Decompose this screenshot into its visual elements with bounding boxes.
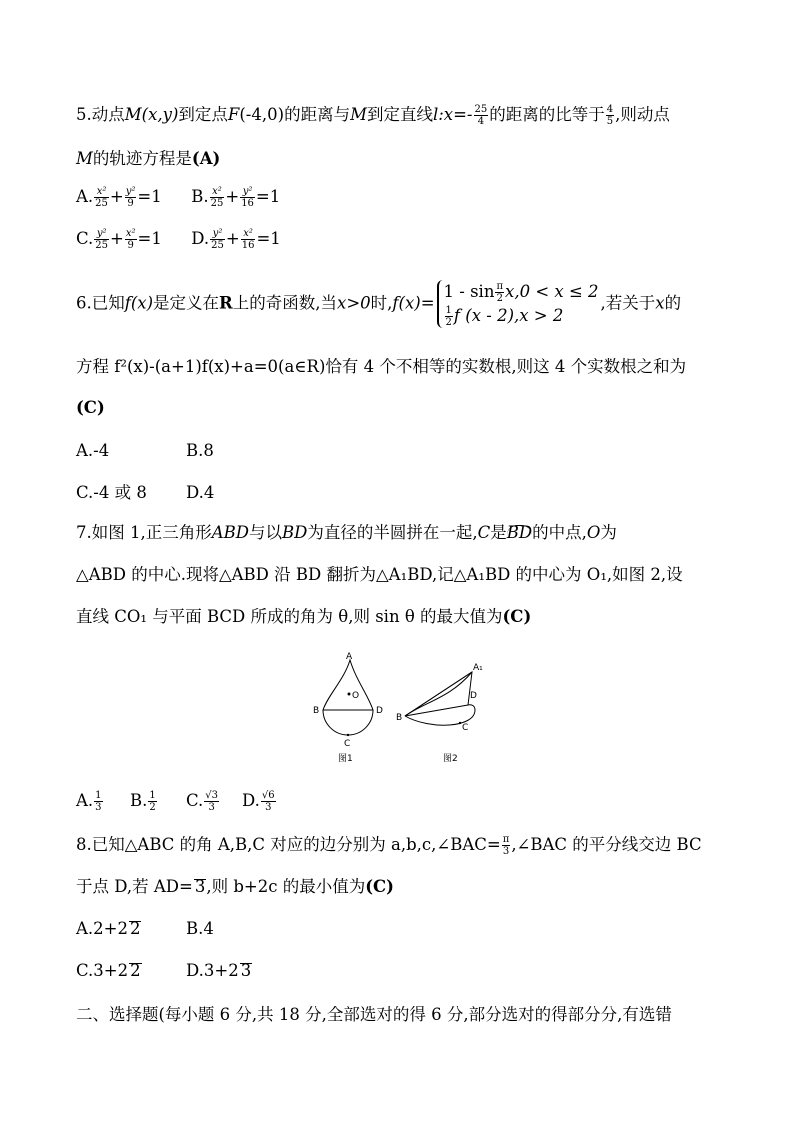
q8-line2: 于点 D,若 AD= 3,则 b+2c 的最小值为(C) bbox=[76, 877, 394, 896]
q8-options-row1 bbox=[76, 918, 214, 940]
q7-option-b: B. $\frac{1}{2}$ bbox=[130, 790, 156, 813]
q5-option-b: B. $\frac{\text{x²}}{25}$ + $\frac{\text{y²}}{16}$ =1 bbox=[191, 186, 281, 209]
q7-option-d: D. $\frac{√6}{3}$ bbox=[242, 790, 275, 813]
q5-line1: 5.动点M(x,y)到定点F(-4,0)的距离与M到定直线l:x=- $\frac{25}{4}$ 的距离的比等于 $\frac{4}{5}$ ,则动点 bbox=[76, 104, 670, 127]
q7-options bbox=[76, 790, 277, 813]
figure2-caption: 图2 bbox=[443, 754, 458, 764]
section-2-heading: 二、选择题(每小题 6 分,共 18 分,全部选对的得 6 分,部分选对的得部分分,有选错 bbox=[76, 1005, 672, 1024]
q5-options-row2 bbox=[76, 228, 281, 251]
q5-option-c: C. $\frac{\text{y²}}{25}$ + $\frac{\text{x²}}{9}$ =1 bbox=[76, 228, 162, 251]
q5-line2: M的轨迹方程是(A) bbox=[76, 149, 221, 168]
svg-text:O: O bbox=[352, 691, 360, 701]
q8-line1: 8.已知△ABC 的角 A,B,C 对应的边分别为 a,b,c,∠BAC= $\frac{\pi}{3}$ ,∠BAC 的平分线交边 BC bbox=[76, 834, 702, 857]
q7-line2: △ABD 的中心.现将△ABD 沿 BD 翻折为△A₁BD,记△A₁BD 的中心为 O₁,如图 2,设 bbox=[76, 565, 683, 584]
q8-option-d: D.3+2 3 bbox=[186, 961, 252, 980]
q5-option-d: D. $\frac{\text{y²}}{25}$ + $\frac{\text{x²}}{16}$ =1 bbox=[191, 228, 281, 251]
figure1-caption: 图1 bbox=[338, 754, 353, 764]
q6-option-a: A.-4 bbox=[76, 441, 110, 460]
svg-text:C: C bbox=[462, 723, 469, 733]
svg-text:A: A bbox=[346, 652, 353, 662]
q8-option-a: A.2+2 2 bbox=[76, 919, 141, 938]
svg-text:A₁: A₁ bbox=[473, 663, 483, 673]
q7-line3: 直线 CO₁ 与平面 BCD 所成的角为 θ,则 sin θ 的最大值为(C) bbox=[76, 607, 532, 626]
q6-line1: 6.已知f(x)是定义在R上的奇函数,当x>0时,f(x)= 1 - sin $\frac{\pi}{2}$ x,0 < x ≤ 2 $\frac{1}{2}$ f (x - 2),x > 2 ,若关于x的 bbox=[76, 281, 682, 328]
svg-text:D: D bbox=[376, 706, 383, 716]
q7-option-a: A. $\frac{1}{3}$ bbox=[76, 790, 102, 813]
geometry-diagram bbox=[300, 650, 500, 770]
q5-options-row1 bbox=[76, 186, 280, 209]
arc-bd: BD bbox=[506, 523, 533, 542]
q8-option-c: C.3+2 2 bbox=[76, 961, 141, 980]
q7-line1: 7.如图 1,正三角形ABD与以BD为直径的半圆拼在一起,C是BD的中点,O为 bbox=[76, 523, 617, 542]
piecewise-function: 1 - sin $\frac{\pi}{2}$ x,0 < x ≤ 2 $\frac{1}{2}$ f (x - 2),x > 2 bbox=[437, 280, 599, 328]
q8-options-row2 bbox=[76, 960, 252, 982]
fraction: $\frac{4}{5}$ bbox=[606, 104, 614, 127]
svg-text:D: D bbox=[470, 691, 477, 701]
q6-options-row2 bbox=[76, 482, 214, 504]
svg-text:C: C bbox=[344, 739, 351, 749]
q6-line2: 方程 f²(x)-(a+1)f(x)+a=0(a∈R)恰有 4 个不相等的实数根,则这 4 个实数根之和为 bbox=[76, 357, 687, 376]
q7-option-c: C. $\frac{√3}{3}$ bbox=[186, 790, 219, 813]
q6-option-b: B.8 bbox=[186, 441, 214, 460]
svg-text:B: B bbox=[396, 713, 403, 723]
svg-text:B: B bbox=[313, 706, 320, 716]
q6-options-row1 bbox=[76, 440, 214, 462]
q6-option-d: D.4 bbox=[186, 483, 215, 502]
q5-option-a: A. $\frac{\text{x²}}{25}$ + $\frac{\text{y²}}{9}$ =1 bbox=[76, 186, 162, 209]
q8-option-b: B.4 bbox=[186, 919, 214, 938]
q6-answer: (C) bbox=[76, 398, 105, 417]
q6-option-c: C.-4 或 8 bbox=[76, 483, 147, 502]
fraction: $\frac{25}{4}$ bbox=[474, 104, 488, 127]
figure-geometry bbox=[300, 650, 500, 770]
